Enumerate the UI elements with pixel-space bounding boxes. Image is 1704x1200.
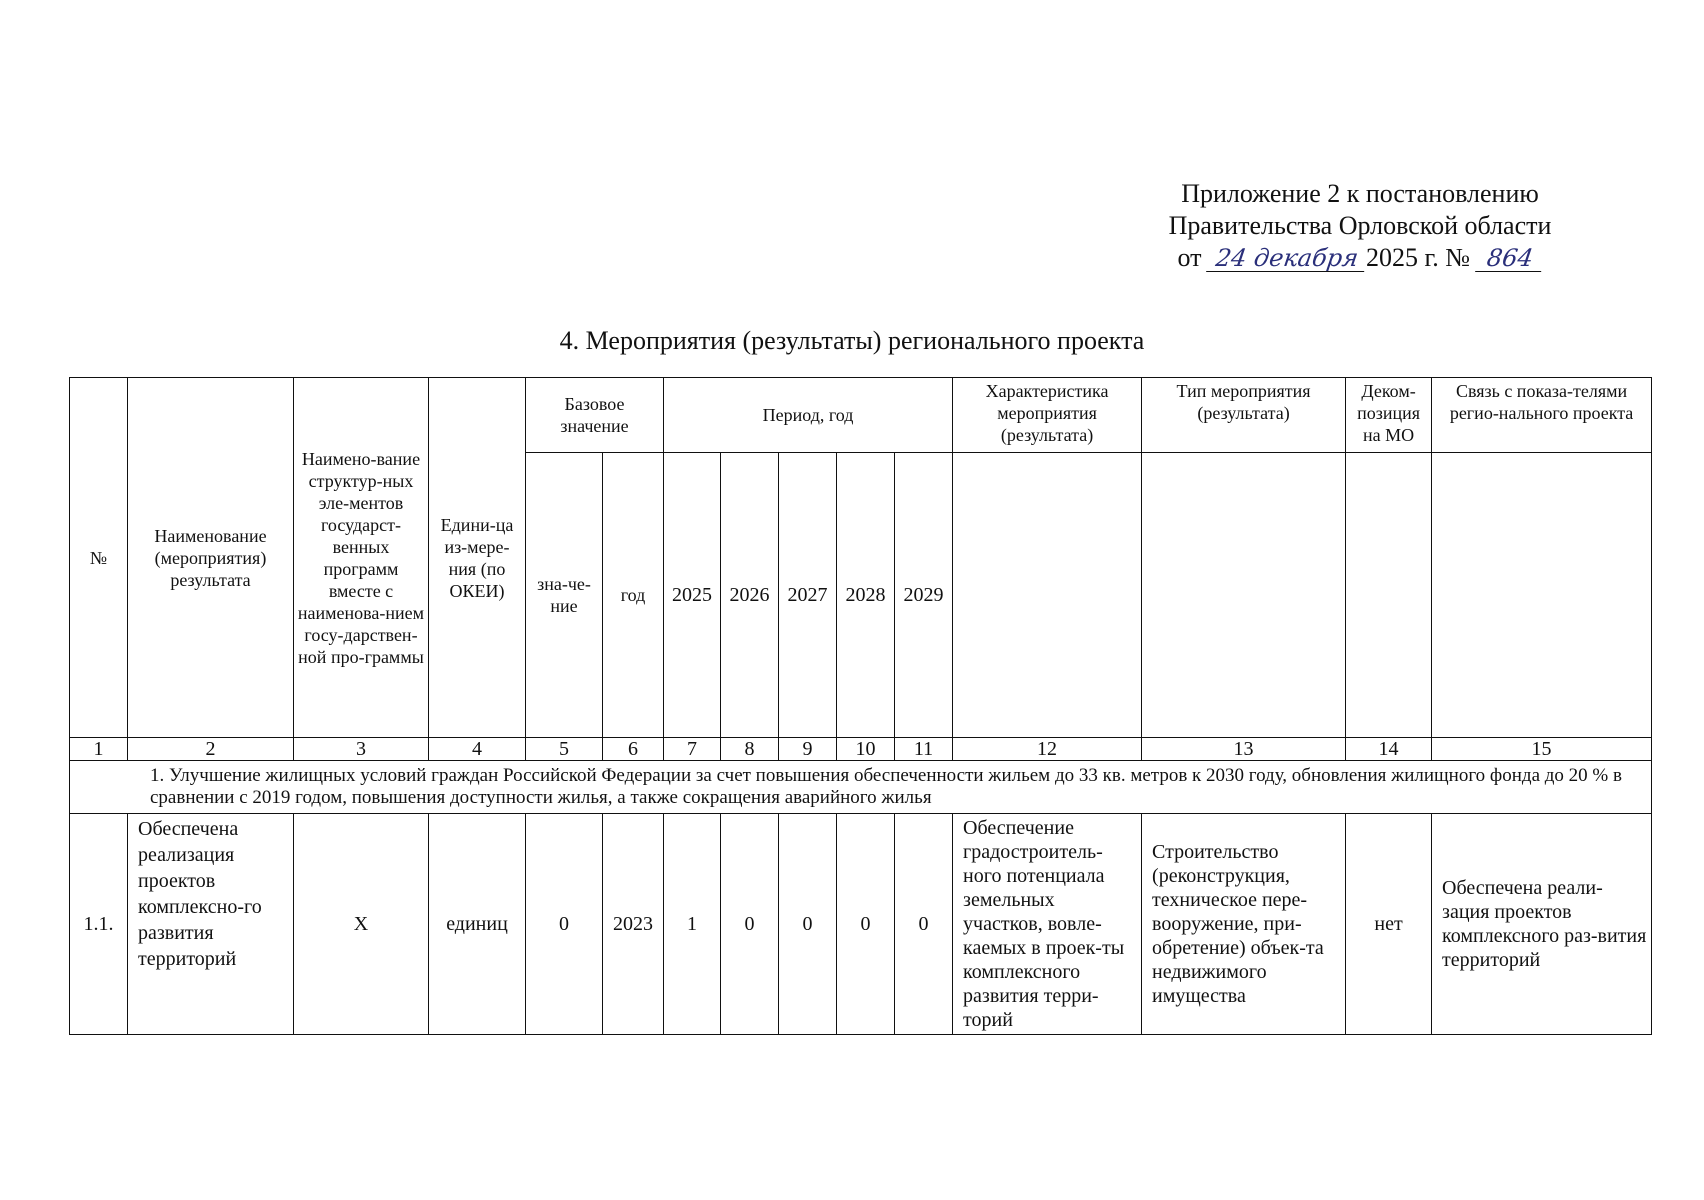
column-number: 6 [603, 738, 664, 761]
header-empty-13 [1142, 453, 1346, 738]
row-num: 1.1. [70, 814, 128, 1035]
header-year-2027: 2027 [779, 453, 837, 738]
header-base: Базовое значение [526, 378, 664, 453]
row-base-year: 2023 [603, 814, 664, 1035]
approval-year: 2025 г. № [1365, 243, 1471, 272]
row-base-value: 0 [526, 814, 603, 1035]
header-name: Наименование (мероприятия) результата [128, 378, 294, 738]
row-value-2027: 0 [779, 814, 837, 1035]
row-structural: Х [294, 814, 429, 1035]
header-structural: Наимено-вание структур-ных эле-ментов государст-венных программ вместе с наименова-нием госу-дарствен-ной про-граммы [294, 378, 429, 738]
row-value-2026: 0 [721, 814, 779, 1035]
column-number: 14 [1346, 738, 1432, 761]
row-characteristic: Обеспечение градостроитель-ного потенциала земельных участков, вовле-каемых в проек-ты комплексного развития терри-торий [953, 814, 1142, 1035]
header-link: Связь с показа-телями регио-нального проекта [1432, 378, 1652, 453]
header-decomposition: Деком-позиция на МО [1346, 378, 1432, 453]
table-row [70, 814, 1652, 1035]
column-number: 9 [779, 738, 837, 761]
header-row-top [70, 378, 1652, 453]
column-number-row [70, 738, 1652, 761]
column-number: 15 [1432, 738, 1652, 761]
row-decomposition: нет [1346, 814, 1432, 1035]
column-number: 10 [837, 738, 895, 761]
header-unit: Едини-ца из-мере-ния (по ОКЕИ) [429, 378, 526, 738]
row-value-2028: 0 [837, 814, 895, 1035]
column-number: 12 [953, 738, 1142, 761]
approval-prefix: от [1177, 243, 1202, 272]
header-empty-15 [1432, 453, 1652, 738]
header-num: № [70, 378, 128, 738]
handwritten-number: 864 [1475, 245, 1545, 272]
header-year-2029: 2029 [895, 453, 953, 738]
column-number: 1 [70, 738, 128, 761]
events-table [69, 377, 1652, 1035]
column-number: 4 [429, 738, 526, 761]
approval-block [1120, 178, 1600, 274]
row-unit: единиц [429, 814, 526, 1035]
row-name: Обеспечена реализация проектов комплексно-го развития территорий [128, 814, 294, 1035]
header-year-2026: 2026 [721, 453, 779, 738]
row-link: Обеспечена реали-зация проектов комплексного раз-вития территорий [1432, 814, 1652, 1035]
column-number: 5 [526, 738, 603, 761]
row-value-2029: 0 [895, 814, 953, 1035]
column-number: 8 [721, 738, 779, 761]
row-value-2025: 1 [664, 814, 721, 1035]
page-title: 4. Мероприятия (результаты) регионального проекта [559, 326, 1145, 355]
header-year-2028: 2028 [837, 453, 895, 738]
header-base-year: год [603, 453, 664, 738]
approval-line-2: Правительства Орловской области [1168, 211, 1552, 240]
section-title: 1. Улучшение жилищных условий граждан Российской Федерации за счет повышения обеспеченности жильем до 33 кв. метров к 2030 году, обновления жилищного фонда до 20 % в сравнении с 2019 годом, повышения доступности жилья, а также сокращения аварийного жилья [70, 761, 1652, 814]
header-empty-14 [1346, 453, 1432, 738]
handwritten-date: 24 декабря [1206, 245, 1368, 272]
approval-line-3 [1120, 242, 1600, 274]
header-characteristic: Характеристика мероприятия (результата) [953, 378, 1142, 453]
row-type: Строительство (реконструкция, техническое пере-вооружение, при-обретение) объек-та недвижимого имущества [1142, 814, 1346, 1035]
section-row [70, 761, 1652, 814]
header-year-2025: 2025 [664, 453, 721, 738]
header-period: Период, год [664, 378, 953, 453]
column-number: 13 [1142, 738, 1346, 761]
column-number: 7 [664, 738, 721, 761]
header-base-value: зна-че-ние [526, 453, 603, 738]
column-number: 3 [294, 738, 429, 761]
column-number: 11 [895, 738, 953, 761]
column-number: 2 [128, 738, 294, 761]
header-empty-12 [953, 453, 1142, 738]
header-type: Тип мероприятия (результата) [1142, 378, 1346, 453]
approval-line-1: Приложение 2 к постановлению [1181, 179, 1539, 208]
